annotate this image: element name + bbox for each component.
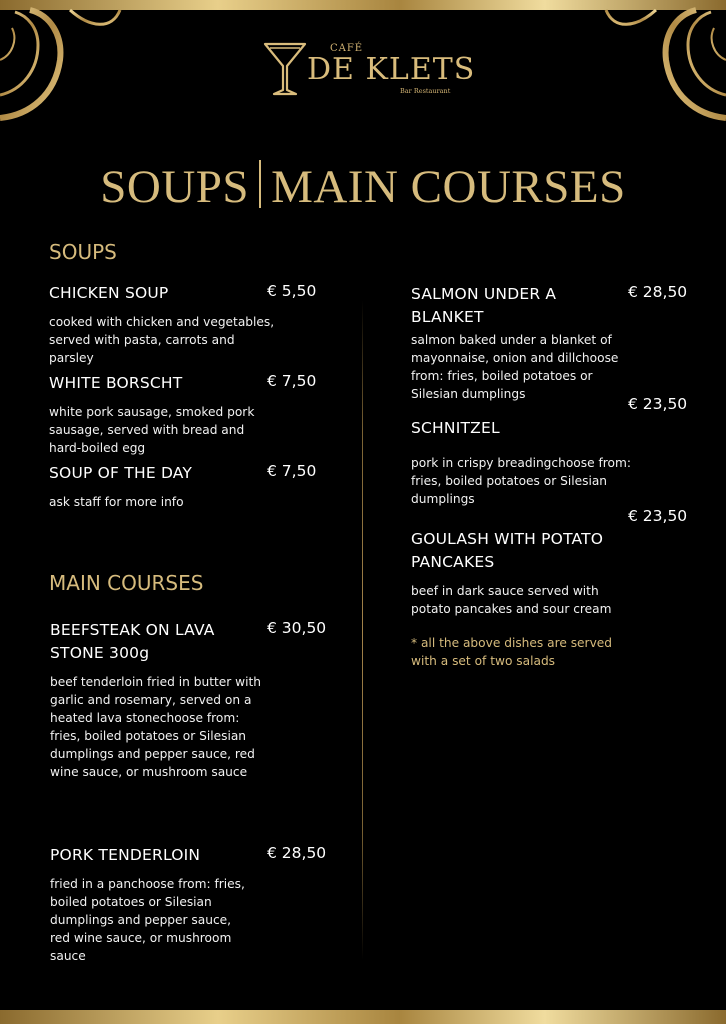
item-price: € 28,50 [628,283,688,301]
logo-tagline: Bar Restaurant [400,87,451,95]
item-price: € 23,50 [628,507,688,525]
item-description: fried in a panchoose from: fries, boiled potatoes or Silesian dumplings and pepper sauce, red wine sauce, or mushroom sauce [50,877,245,963]
menu-item-goulash [411,507,691,618]
restaurant-logo [262,40,476,100]
item-description: salmon baked under a blanket of mayonnaise, onion and dillchoose from: fries, boiled potatoes or Silesian dumplings [411,333,619,401]
item-name: CHICKEN SOUP [49,284,169,302]
menu-item-schnitzel [411,395,691,508]
corner-flourish-left [0,0,130,130]
column-divider [362,300,363,960]
corner-flourish-right [596,0,726,130]
title-separator [259,160,261,208]
item-price: € 7,50 [267,462,317,480]
item-price: € 5,50 [267,282,317,300]
item-name: GOULASH WITH POTATO PANCAKES [411,530,604,571]
cocktail-glass-icon [262,40,308,98]
menu-item-beefsteak [50,619,360,781]
title-soups: SOUPS [100,161,250,213]
item-name: WHITE BORSCHT [49,374,183,392]
item-description: cooked with chicken and vegetables, served with pasta, carrots and parsley [49,315,275,365]
logo-cafe-text: CAFÉ [330,43,364,54]
logo-brand-text: DE KLETS [307,52,476,87]
item-name: PORK TENDERLOIN [50,846,201,864]
section-heading-soups: SOUPS [49,240,117,264]
item-description: ask staff for more info [49,495,184,509]
menu-item-chicken-soup [49,282,359,367]
item-name: BEEFSTEAK ON LAVA STONE 300g [50,621,215,662]
item-description: beef tenderloin fried in butter with garlic and rosemary, served on a heated lava stonechoose from: fries, boiled potatoes or Silesian dumplings and pepper sauce, red wine sauce, or mushroom sauce [50,675,262,779]
item-price: € 30,50 [267,619,327,637]
item-name: SOUP OF THE DAY [49,464,193,482]
bottom-gold-border [0,1010,726,1024]
menu-item-soup-of-the-day [49,462,359,511]
menu-item-pork-tenderloin [50,844,360,965]
title-main-courses: MAIN COURSES [271,161,626,213]
menu-item-white-borscht [49,372,359,457]
item-description: pork in crispy breadingchoose from: fries, boiled potatoes or Silesian dumplings [411,456,631,506]
page-title [0,160,726,214]
item-description: beef in dark sauce served with potato pancakes and sour cream [411,584,612,616]
item-description: white pork sausage, smoked pork sausage, served with bread and hard-boiled egg [49,405,255,455]
salads-note: * all the above dishes are served with a set of two salads [411,636,613,668]
item-price: € 23,50 [628,395,688,413]
item-price: € 7,50 [267,372,317,390]
item-price: € 28,50 [267,844,327,862]
item-name: SALMON UNDER A BLANKET [411,285,557,326]
section-heading-main-courses: MAIN COURSES [49,571,204,595]
item-name: SCHNITZEL [411,419,500,437]
menu-item-salmon [411,283,691,403]
